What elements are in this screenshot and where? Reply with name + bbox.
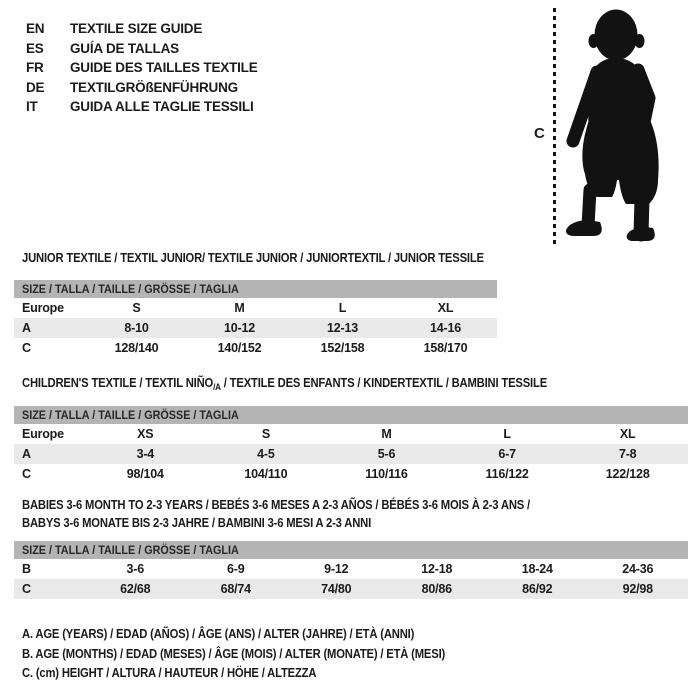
size-cell: 62/68 [120, 582, 151, 596]
size-cell: 7-8 [618, 447, 637, 461]
children-size-table [14, 406, 688, 484]
size-cell: 158/170 [423, 341, 468, 355]
size-cell: 92/98 [622, 582, 653, 596]
junior-section-title: JUNIOR TEXTILE / TEXTIL JUNIOR/ TEXTILE JUNIOR / JUNIORTEXTIL / JUNIOR TESSILE [22, 251, 484, 265]
legend [22, 625, 492, 684]
size-cell: 68/74 [220, 582, 251, 596]
size-cell: M [234, 301, 245, 315]
size-cell: 6-9 [227, 562, 245, 576]
size-cell: 74/80 [321, 582, 352, 596]
size-cell: 80/86 [421, 582, 452, 596]
size-cell: 110/116 [365, 467, 408, 481]
row-label: A [22, 321, 31, 335]
language-row [26, 39, 258, 59]
language-code: ES [26, 40, 44, 56]
size-cell: 152/158 [320, 341, 365, 355]
size-cell: 5-6 [377, 447, 396, 461]
language-index [26, 19, 258, 117]
size-header-band: SIZE / TALLA / TAILLE / GRÖSSE / TAGLIA [14, 541, 688, 559]
language-code: DE [26, 79, 45, 95]
row-label: C [22, 467, 31, 481]
legend-line-c: C. (cm) HEIGHT / ALTURA / HAUTEUR / HÖHE / ALTEZZA [22, 666, 317, 680]
size-cell: 24-36 [622, 562, 654, 576]
row-label: C [22, 341, 31, 355]
table-row [14, 298, 497, 318]
table-row [14, 444, 688, 464]
size-cell: XL [437, 301, 454, 315]
table-row [14, 579, 688, 599]
size-cell: 18-24 [521, 562, 553, 576]
junior-size-table [14, 280, 497, 358]
size-cell: 9-12 [324, 562, 349, 576]
size-cell: L [338, 301, 347, 315]
language-title: TEXTILGRÖßENFÜHRUNG [70, 79, 238, 95]
size-header-band: SIZE / TALLA / TAILLE / GRÖSSE / TAGLIA [14, 280, 497, 298]
row-label: Europe [22, 427, 64, 441]
title-subscript: /A [213, 382, 221, 392]
size-cell: 116/122 [485, 467, 529, 481]
size-cell: 122/128 [605, 467, 650, 481]
size-cell: XS [137, 427, 154, 441]
size-cell: 128/140 [114, 341, 159, 355]
language-title: TEXTILE SIZE GUIDE [70, 21, 203, 37]
size-cell: 86/92 [522, 582, 553, 596]
row-label: B [22, 562, 31, 576]
size-cell: 3-4 [136, 447, 155, 461]
size-cell: 140/152 [217, 341, 262, 355]
size-cell: 3-6 [126, 562, 144, 576]
size-cell: 104/110 [244, 467, 288, 481]
size-cell: 6-7 [498, 447, 516, 461]
size-cell: XL [619, 427, 636, 441]
table-row [14, 424, 688, 444]
size-cell: S [261, 427, 270, 441]
table-row [14, 338, 497, 358]
size-cell: 12-13 [327, 321, 358, 335]
size-cell: 14-16 [430, 321, 461, 335]
table-row [14, 318, 497, 338]
size-cell: 8-10 [124, 321, 149, 335]
language-title: GUÍA DE TALLAS [70, 40, 179, 56]
babies-section-title: BABIES 3-6 MONTH TO 2-3 YEARS / BEBÉS 3-6 MESES A 2-3 AÑOS / BÉBÉS 3-6 MOIS À 2-3 ANS / BABYS 3-6 MONATE BIS 2-3 JAHRE / BAMBINI 3-6 MESI A 2-3 ANNI [22, 498, 531, 530]
table-row [14, 464, 688, 484]
language-code: FR [26, 60, 44, 76]
language-row [26, 78, 258, 98]
babies-size-table [14, 541, 688, 599]
row-label: A [22, 447, 31, 461]
size-cell: S [132, 301, 141, 315]
height-measure-label: C [534, 125, 545, 142]
size-cell: 10-12 [224, 321, 255, 335]
table-row [14, 559, 688, 579]
row-label: Europe [22, 301, 64, 315]
children-section-title: CHILDREN'S TEXTILE / TEXTIL $NIÑO_{/A}$ / TEXTILE DES ENFANTS / KINDERTEXTIL / BAMBINI TESSILE [22, 376, 548, 392]
size-cell: 98/104 [126, 467, 164, 481]
language-title: GUIDE DES TAILLES TEXTILE [70, 60, 258, 76]
language-row [26, 97, 258, 117]
toddler-silhouette-icon [556, 4, 698, 246]
language-code: IT [26, 99, 38, 115]
size-cell: 12-18 [421, 562, 453, 576]
size-cell: L [503, 427, 511, 441]
size-cell: 4-5 [257, 447, 275, 461]
row-label: C [22, 582, 31, 596]
language-title: GUIDA ALLE TAGLIE TESSILI [70, 99, 254, 115]
language-code: EN [26, 21, 45, 37]
legend-line-b: B. AGE (MONTHS) / EDAD (MESES) / ÂGE (MOIS) / ALTER (MONATE) / ETÀ (MESI) [22, 646, 446, 661]
legend-line-a: A. AGE (YEARS) / EDAD (AÑOS) / ÂGE (ANS) / ALTER (JAHRE) / ETÀ (ANNI) [22, 627, 415, 641]
size-cell: M [381, 427, 392, 441]
size-header-band: SIZE / TALLA / TAILLE / GRÖSSE / TAGLIA [14, 406, 688, 424]
language-row [26, 58, 258, 78]
language-row [26, 19, 258, 39]
